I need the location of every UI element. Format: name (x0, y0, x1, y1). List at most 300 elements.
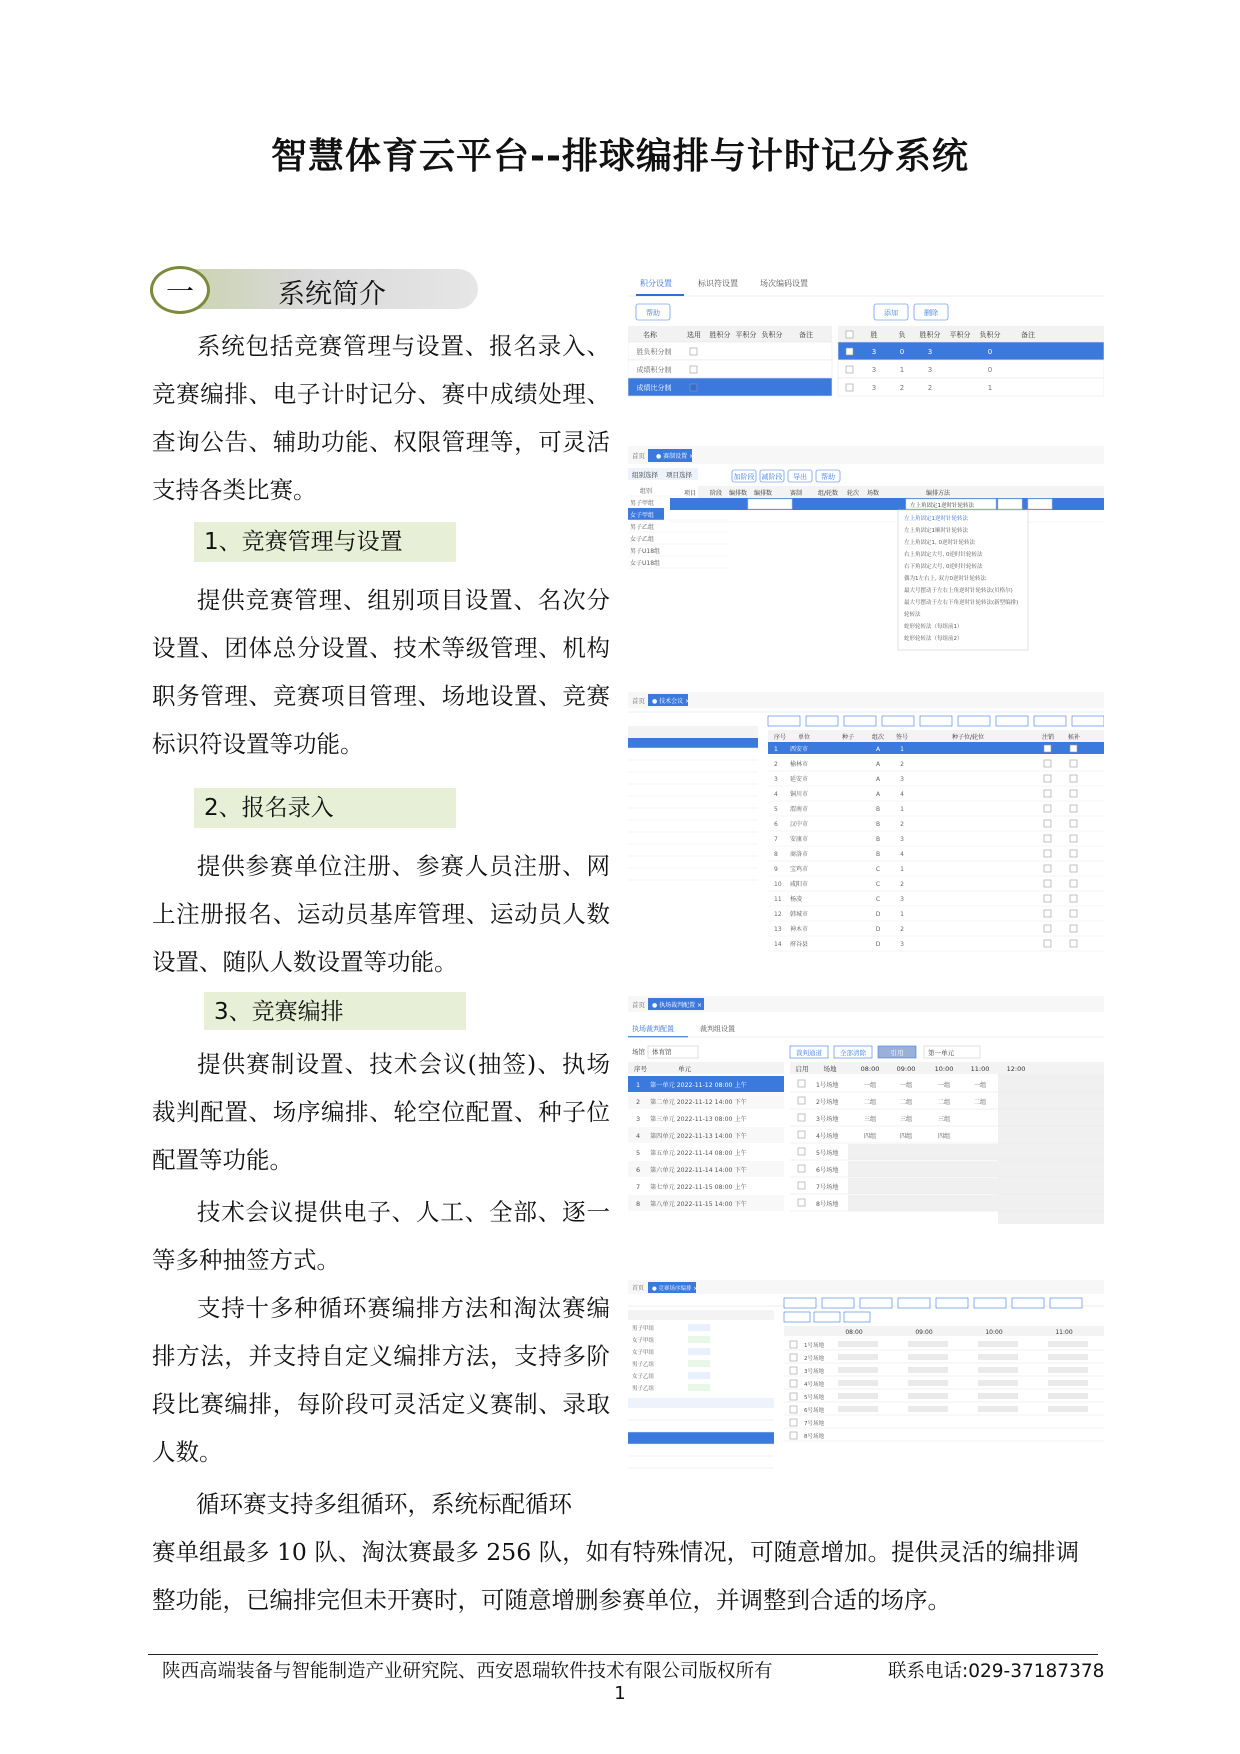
court-col-header: 09:00 (896, 1065, 916, 1073)
court-col-header: 场地 (823, 1065, 837, 1073)
format-col-header: 编排数 (753, 490, 773, 497)
team-seq: 5 (774, 806, 778, 813)
court-col-header: 08:00 (860, 1065, 880, 1073)
rule-value: 3 (871, 384, 877, 392)
team-seq: 6 (774, 821, 778, 828)
cancel-checkbox[interactable] (1044, 865, 1051, 872)
reserve-checkbox[interactable] (1070, 760, 1077, 767)
group-tag (688, 1360, 710, 1367)
referee-group-cell: 一组 (937, 1082, 951, 1089)
format-col-header: 组/轮数 (817, 490, 839, 497)
item-select-label: 项目选择 (666, 471, 692, 479)
tab-referee-config[interactable]: 执场裁判配置 (632, 1025, 674, 1033)
referee-btn-label[interactable]: 引用 (890, 1049, 904, 1057)
referee-group-cell: 三组 (937, 1116, 951, 1123)
team-col-header: 种子位/轮位 (951, 734, 985, 741)
referee-btn-label[interactable]: 裁判通道 (796, 1049, 822, 1057)
unit-name: 第四单元 2022-11-13 14:00 下午 (650, 1133, 747, 1140)
toolbar-button[interactable] (996, 716, 1028, 726)
reserve-checkbox[interactable] (1070, 910, 1077, 917)
row-checkbox[interactable] (846, 366, 853, 373)
top-tab-strip (628, 692, 1104, 708)
court-enable-checkbox[interactable] (798, 1114, 805, 1121)
format-btn-1-label[interactable]: 减阶段 (761, 473, 783, 481)
cancel-checkbox[interactable] (1044, 925, 1051, 932)
left-tree-header (628, 726, 758, 738)
match-slot (1048, 1380, 1088, 1386)
reserve-checkbox[interactable] (1070, 805, 1077, 812)
row-checkbox[interactable] (846, 384, 853, 391)
team-seq: 8 (774, 851, 778, 858)
method-option[interactable]: 蛇形轮转法（每组前1） (904, 624, 963, 630)
referee-group-cell: 四组 (863, 1133, 877, 1140)
time-slot: 08:00 (845, 1329, 863, 1336)
toolbar-button[interactable] (1034, 716, 1066, 726)
reserve-checkbox[interactable] (1070, 790, 1077, 797)
home-tab[interactable]: 首页 (632, 452, 645, 460)
referee-group-cell: 二组 (863, 1099, 877, 1106)
venue-value: 体育馆 (652, 1048, 672, 1056)
tab-0[interactable]: 积分设置 (640, 279, 672, 288)
reserve-checkbox[interactable] (1070, 940, 1077, 947)
toolbar-button[interactable] (784, 1312, 810, 1322)
technical-meeting-tab[interactable]: ● 技术会议 × (652, 698, 691, 705)
right-table-row (838, 342, 1104, 360)
scheduling-text-4b: 赛单组最多 10 队、淘汰赛最多 256 队，如有特殊情况，可随意增加。提供灵活的编排调整功能，已编排完但未开赛时，可随意增删参赛单位，并调整到合适的场序。 (152, 1538, 1080, 1614)
preview-button (998, 499, 1022, 509)
court-col-header: 11:00 (970, 1065, 990, 1073)
court-enable-checkbox[interactable] (798, 1199, 805, 1206)
match-slot (838, 1354, 878, 1360)
match-slot (908, 1341, 948, 1347)
home-tab[interactable]: 首页 (632, 1285, 645, 1292)
add-button-label[interactable]: 添加 (884, 309, 898, 317)
stage-count-input (748, 499, 792, 509)
team-group: C (875, 896, 881, 903)
method-option[interactable]: 最大号摆动于左右上角逆时针轮转法(贝格尔) (904, 588, 1013, 594)
referee-config-svg (628, 996, 1104, 1230)
court-checkbox[interactable] (790, 1419, 797, 1426)
selected-tree-row (628, 738, 758, 748)
group-item[interactable]: 组别 (640, 488, 653, 495)
method-option[interactable]: 偶为1左右上, 双方0逆时针轮转法 (904, 576, 986, 582)
group-tag (688, 1348, 710, 1355)
select-all-checkbox[interactable] (846, 331, 853, 338)
team-name: 榆林市 (790, 761, 809, 768)
court-col-header: 12:00 (1006, 1065, 1026, 1073)
tab-2[interactable]: 场次编码设置 (760, 279, 808, 288)
team-name: 延安市 (790, 776, 809, 783)
cancel-checkbox[interactable] (1044, 805, 1051, 812)
match-slot (1048, 1354, 1088, 1360)
court-name: 6号场地 (804, 1408, 824, 1414)
rule-value: 0 (899, 348, 905, 356)
group-name: 男子乙组 (632, 1386, 655, 1392)
cancel-checkbox[interactable] (1044, 850, 1051, 857)
group-tag (688, 1372, 710, 1379)
format-col-header: 编排数 (728, 490, 748, 497)
page-title: 智慧体育云平台--排球编排与计时记分系统 (271, 136, 969, 177)
left-col-header: 胜积分 (709, 331, 731, 339)
method-option[interactable]: 左上角固定1顺时针轮转法 (904, 528, 969, 534)
subheading-registration: 2、报名录入 (194, 788, 456, 828)
unit-table-header (628, 1062, 784, 1074)
toolbar-button[interactable] (768, 716, 800, 726)
court-checkbox[interactable] (790, 1406, 797, 1413)
reserve-checkbox[interactable] (1070, 880, 1077, 887)
toolbar-button[interactable] (920, 716, 952, 726)
format-settings-tab[interactable]: ● 赛制设置 × (656, 453, 695, 460)
match-slot (908, 1393, 948, 1399)
court-enable-checkbox[interactable] (798, 1182, 805, 1189)
time-slot: 09:00 (915, 1329, 933, 1336)
scoring-method-name: 胜负积分制 (636, 348, 672, 356)
team-name: 汉中市 (790, 821, 809, 828)
team-group: A (875, 791, 881, 798)
subheading-scheduling: 3、竞赛编排 (204, 992, 466, 1030)
court-name: 8号场地 (816, 1201, 839, 1208)
court-col-header: 10:00 (934, 1065, 954, 1073)
court-name: 5号场地 (816, 1150, 839, 1157)
disabled-area (998, 1074, 1104, 1224)
team-seq: 14 (774, 941, 782, 948)
court-checkbox[interactable] (790, 1354, 797, 1361)
left-col-header: 名称 (643, 331, 657, 339)
scheduling-text-3: 支持十多种循环赛编排方法和淘汰赛编排方法，并支持自定义编排方法，支持多阶段比赛编排，每阶段可灵活定义赛制、录取人数。 (152, 1294, 610, 1466)
group-item[interactable]: 男子乙组 (630, 524, 655, 531)
toolbar-button[interactable] (1072, 716, 1104, 726)
right-col-header: 负 (898, 331, 906, 339)
team-col-header: 注销 (1041, 734, 1055, 741)
match-slot (978, 1341, 1018, 1347)
toolbar-button[interactable] (936, 1298, 968, 1308)
screenshot-referee-config (628, 996, 1104, 1230)
group-button (1028, 499, 1052, 509)
home-tab[interactable]: 首页 (632, 697, 645, 705)
group-item[interactable]: 男子甲组 (630, 500, 655, 507)
method-option[interactable]: 右上角固定大号, 0逆时针轮转法 (904, 552, 983, 558)
unit-name: 第三单元 2022-11-13 08:00 上午 (650, 1116, 747, 1123)
right-table-row (838, 360, 1104, 378)
referee-group-cell: 一组 (899, 1082, 913, 1089)
court-name: 5号场地 (804, 1395, 824, 1401)
team-group: A (875, 746, 881, 753)
subheading-competition-management: 1、竞赛管理与设置 (194, 522, 456, 562)
referee-group-cell: 二组 (973, 1099, 987, 1106)
unit-name: 第八单元 2022-11-15 14:00 下午 (650, 1201, 747, 1208)
unit-name: 第七单元 2022-11-15 08:00 上午 (650, 1184, 747, 1191)
team-name: 渭南市 (790, 806, 809, 813)
team-group: B (875, 836, 881, 843)
match-slot (1048, 1367, 1088, 1373)
right-table-header (838, 326, 1104, 342)
unit-name: 第二单元 2022-11-12 14:00 下午 (650, 1099, 747, 1106)
tab-1[interactable]: 标识符设置 (698, 279, 738, 288)
footer-phone: 联系电话:029-37187378 (888, 1661, 1105, 1682)
team-name: 神木市 (790, 926, 809, 933)
court-name: 1号场地 (804, 1343, 824, 1349)
selected-pending-row (628, 1432, 774, 1444)
scoring-method-checkbox[interactable] (690, 348, 697, 355)
team-col-header: 单位 (797, 734, 811, 741)
top-tab-strip (628, 1280, 1104, 1294)
court-enable-checkbox[interactable] (798, 1131, 805, 1138)
right-col-header: 胜 (870, 331, 878, 339)
reserve-checkbox[interactable] (1070, 925, 1077, 932)
court-enable-checkbox[interactable] (798, 1148, 805, 1155)
team-seq: 12 (774, 911, 782, 918)
court-name: 1号场地 (816, 1082, 839, 1089)
match-slot (978, 1406, 1018, 1412)
team-draw-number: 1 (900, 806, 904, 813)
cancel-checkbox[interactable] (1044, 880, 1051, 887)
toolbar-button[interactable] (784, 1298, 816, 1308)
court-name: 7号场地 (816, 1184, 839, 1191)
toolbar-button[interactable] (844, 1312, 870, 1322)
match-slot (978, 1380, 1018, 1386)
court-enable-checkbox[interactable] (798, 1165, 805, 1172)
court-enable-checkbox[interactable] (798, 1080, 805, 1087)
court-name: 3号场地 (804, 1369, 824, 1375)
pending-header (628, 1398, 774, 1408)
method-option[interactable]: 左上角固定1逆时针轮转法 (904, 516, 969, 522)
method-option[interactable]: 轮转法 (904, 612, 921, 618)
court-enable-checkbox[interactable] (798, 1097, 805, 1104)
court-name: 4号场地 (816, 1133, 839, 1140)
section-heading (150, 266, 478, 310)
intro-paragraph: 系统包括竞赛管理与设置、报名录入、竞赛编排、电子计时记分、赛中成绩处理、查询公告、辅助功能、权限管理等，可灵活支持各类比赛。 (152, 332, 610, 504)
team-draw-number: 3 (900, 776, 904, 783)
unit-name: 第五单元 2022-11-14 08:00 上午 (650, 1150, 747, 1157)
scoring-method-name: 成绩比分制 (636, 384, 672, 392)
registration-text: 提供参赛单位注册、参赛人员注册、网上注册报名、运动员基库管理、运动员人数设置、随队人数设置等功能。 (152, 852, 610, 976)
match-slot (1048, 1393, 1088, 1399)
team-col-header: 序号 (773, 734, 787, 741)
reserve-checkbox[interactable] (1070, 820, 1077, 827)
reserve-checkbox[interactable] (1070, 835, 1077, 842)
unit-col-header: 单元 (678, 1065, 691, 1073)
rule-value: 3 (927, 348, 933, 356)
group-name: 男子甲组 (632, 1326, 655, 1332)
match-slot (838, 1380, 878, 1386)
cancel-checkbox[interactable] (1044, 820, 1051, 827)
court-name: 7号场地 (804, 1421, 824, 1427)
team-name: 安康市 (790, 836, 809, 843)
court-col-header: 启用 (795, 1065, 809, 1073)
team-group: B (875, 806, 881, 813)
rule-value: 3 (871, 348, 877, 356)
unit-seq: 5 (636, 1149, 641, 1157)
cancel-checkbox[interactable] (1044, 760, 1051, 767)
group-item[interactable]: 女子甲组 (630, 512, 655, 519)
row-checkbox[interactable] (846, 348, 853, 355)
match-slot (838, 1406, 878, 1412)
group-name: 女子乙组 (632, 1374, 655, 1380)
team-draw-number: 2 (900, 881, 904, 888)
team-col-header: 签号 (895, 734, 909, 741)
group-tag (688, 1384, 710, 1391)
toolbar-button[interactable] (974, 1298, 1006, 1308)
cancel-checkbox[interactable] (1044, 835, 1051, 842)
team-draw-number: 2 (900, 821, 904, 828)
match-order-svg (628, 1280, 1104, 1526)
cancel-checkbox[interactable] (1044, 940, 1051, 947)
section-number: 一 (150, 266, 210, 314)
format-col-header: 场数 (866, 490, 880, 497)
team-seq: 7 (774, 836, 778, 843)
court-checkbox[interactable] (790, 1432, 797, 1439)
scoring-method-checkbox[interactable] (690, 384, 697, 391)
method-option[interactable]: 最大号摆动于左右下角逆时针轮转法(新型编排) (904, 600, 1019, 606)
team-draw-number: 3 (900, 896, 904, 903)
time-slot: 10:00 (985, 1329, 1003, 1336)
team-draw-number: 4 (900, 791, 904, 798)
competition-management-text: 提供竞赛管理、组别项目设置、名次分设置、团体总分设置、技术等级管理、机构职务管理、竞赛项目管理、场地设置、竞赛标识符设置等功能。 (152, 586, 610, 758)
match-slot (978, 1393, 1018, 1399)
right-table-row (838, 378, 1104, 396)
home-tab[interactable]: 首页 (632, 1001, 645, 1009)
group-item[interactable]: 男子U18组 (630, 548, 661, 555)
referee-btn-label[interactable]: 全部清除 (840, 1049, 866, 1057)
court-checkbox[interactable] (790, 1341, 797, 1348)
toolbar-button[interactable] (958, 716, 990, 726)
reserve-checkbox[interactable] (1070, 745, 1077, 752)
toolbar-button[interactable] (814, 1312, 840, 1322)
cancel-checkbox[interactable] (1044, 895, 1051, 902)
cancel-checkbox[interactable] (1044, 745, 1051, 752)
reserve-checkbox[interactable] (1070, 775, 1077, 782)
cancel-checkbox[interactable] (1044, 775, 1051, 782)
method-option[interactable]: 蛇形轮转法（每组前2） (904, 636, 963, 642)
team-name: 商洛市 (790, 851, 809, 858)
reserve-checkbox[interactable] (1070, 895, 1077, 902)
group-name: 男子乙组 (632, 1362, 655, 1368)
match-slot (908, 1354, 948, 1360)
team-draw-number: 2 (900, 761, 904, 768)
delete-button-label[interactable]: 删除 (924, 309, 938, 317)
toolbar-button[interactable] (860, 1298, 892, 1308)
team-draw-number: 3 (900, 836, 904, 843)
top-tab-strip (628, 446, 1104, 464)
cancel-checkbox[interactable] (1044, 910, 1051, 917)
court-checkbox[interactable] (790, 1367, 797, 1374)
format-settings-svg (628, 446, 1104, 656)
court-name: 4号场地 (804, 1382, 824, 1388)
toolbar-button[interactable] (1050, 1298, 1082, 1308)
left-info-bar (628, 1310, 774, 1320)
team-group: D (875, 926, 881, 933)
referee-group-cell: 二组 (899, 1099, 913, 1106)
referee-group-cell: 一组 (863, 1082, 877, 1089)
team-draw-number: 1 (900, 746, 904, 753)
reserve-checkbox[interactable] (1070, 865, 1077, 872)
team-name: 韩城市 (790, 911, 809, 918)
points-settings-svg (628, 268, 1104, 412)
team-name: 铜川市 (790, 791, 809, 798)
unit-name: 第一单元 2022-11-12 08:00 上午 (650, 1082, 747, 1089)
section-label: 系统简介 (278, 279, 386, 310)
team-seq: 1 (774, 746, 778, 753)
team-seq: 2 (774, 761, 778, 768)
method-option[interactable]: 右下角固定大号, 0逆时针轮转法 (904, 564, 983, 570)
toolbar-button[interactable] (844, 716, 876, 726)
format-btn-3-label[interactable]: 帮助 (821, 473, 835, 481)
rule-value: 3 (871, 366, 877, 374)
method-option[interactable]: 左上角固定1, 0逆时针轮转法 (904, 540, 975, 546)
scheduling-text-1: 提供赛制设置、技术会议(抽签)、执场裁判配置、场序编排、轮空位配置、种子位配置等功能。 (152, 1050, 610, 1174)
scheduling-text-4a: 循环赛支持多组循环，系统标配循环 (196, 1490, 572, 1518)
left-col-header: 负积分 (761, 331, 783, 339)
court-checkbox[interactable] (790, 1380, 797, 1387)
page-number: 1 (614, 1683, 626, 1704)
match-slot (838, 1341, 878, 1347)
right-col-header: 负积分 (979, 331, 1001, 339)
group-name: 女子甲组 (632, 1338, 655, 1344)
team-draw-number: 4 (900, 851, 904, 858)
match-slot (1048, 1341, 1088, 1347)
referee-group-cell: 二组 (937, 1099, 951, 1106)
left-col-header: 备注 (799, 331, 813, 339)
toolbar-button[interactable] (898, 1298, 930, 1308)
referee-config-tab[interactable]: ● 执场裁判配置 × (652, 1002, 703, 1009)
court-name: 8号场地 (804, 1434, 824, 1440)
footer-copyright: 陕西高端装备与智能制造产业研究院、西安恩瑞软件技术有限公司版权所有 (162, 1661, 773, 1682)
group-item[interactable]: 女子乙组 (630, 536, 655, 543)
left-col-header: 选用 (687, 331, 701, 339)
scoring-method-checkbox[interactable] (690, 366, 697, 373)
team-group: B (875, 821, 881, 828)
footer-rule (148, 1654, 1098, 1655)
rule-value: 0 (987, 366, 993, 374)
right-col-header: 胜积分 (919, 331, 941, 339)
rule-value: 3 (927, 366, 933, 374)
team-draw-number: 2 (900, 926, 904, 933)
unit-seq: 8 (636, 1200, 641, 1208)
format-col-header: 轮次 (846, 490, 860, 497)
court-checkbox[interactable] (790, 1393, 797, 1400)
time-slot: 11:00 (1055, 1329, 1073, 1336)
match-slot (1048, 1406, 1088, 1412)
screenshot-format-settings (628, 446, 1104, 656)
team-name: 西安市 (790, 746, 809, 753)
help-button-label[interactable]: 帮助 (646, 309, 660, 317)
toolbar-button[interactable] (1012, 1298, 1044, 1308)
technical-meeting-svg (628, 692, 1104, 960)
screenshot-points-settings (628, 268, 1104, 412)
match-slot (978, 1367, 1018, 1373)
group-item[interactable]: 女子U18组 (630, 560, 661, 567)
toolbar-button[interactable] (806, 716, 838, 726)
format-btn-0-label[interactable]: 加阶段 (733, 473, 755, 481)
unit-seq: 2 (636, 1098, 641, 1106)
match-slot (908, 1380, 948, 1386)
match-order-tab[interactable]: ● 竞赛场序编排 × (652, 1286, 698, 1292)
team-seq: 10 (774, 881, 782, 888)
unit-seq: 6 (636, 1166, 641, 1174)
empty-slot (848, 1161, 998, 1177)
team-draw-number: 1 (900, 866, 904, 873)
format-btn-2-label[interactable]: 导出 (793, 473, 807, 481)
unit-seq: 4 (636, 1132, 641, 1140)
referee-group-cell: 三组 (863, 1116, 877, 1123)
rule-value: 1 (987, 384, 993, 392)
court-name: 6号场地 (816, 1167, 839, 1174)
toolbar-button[interactable] (822, 1298, 854, 1308)
tab-referee-groups[interactable]: 裁判组设置 (700, 1025, 735, 1033)
cancel-checkbox[interactable] (1044, 790, 1051, 797)
reserve-checkbox[interactable] (1070, 850, 1077, 857)
toolbar-button[interactable] (882, 716, 914, 726)
